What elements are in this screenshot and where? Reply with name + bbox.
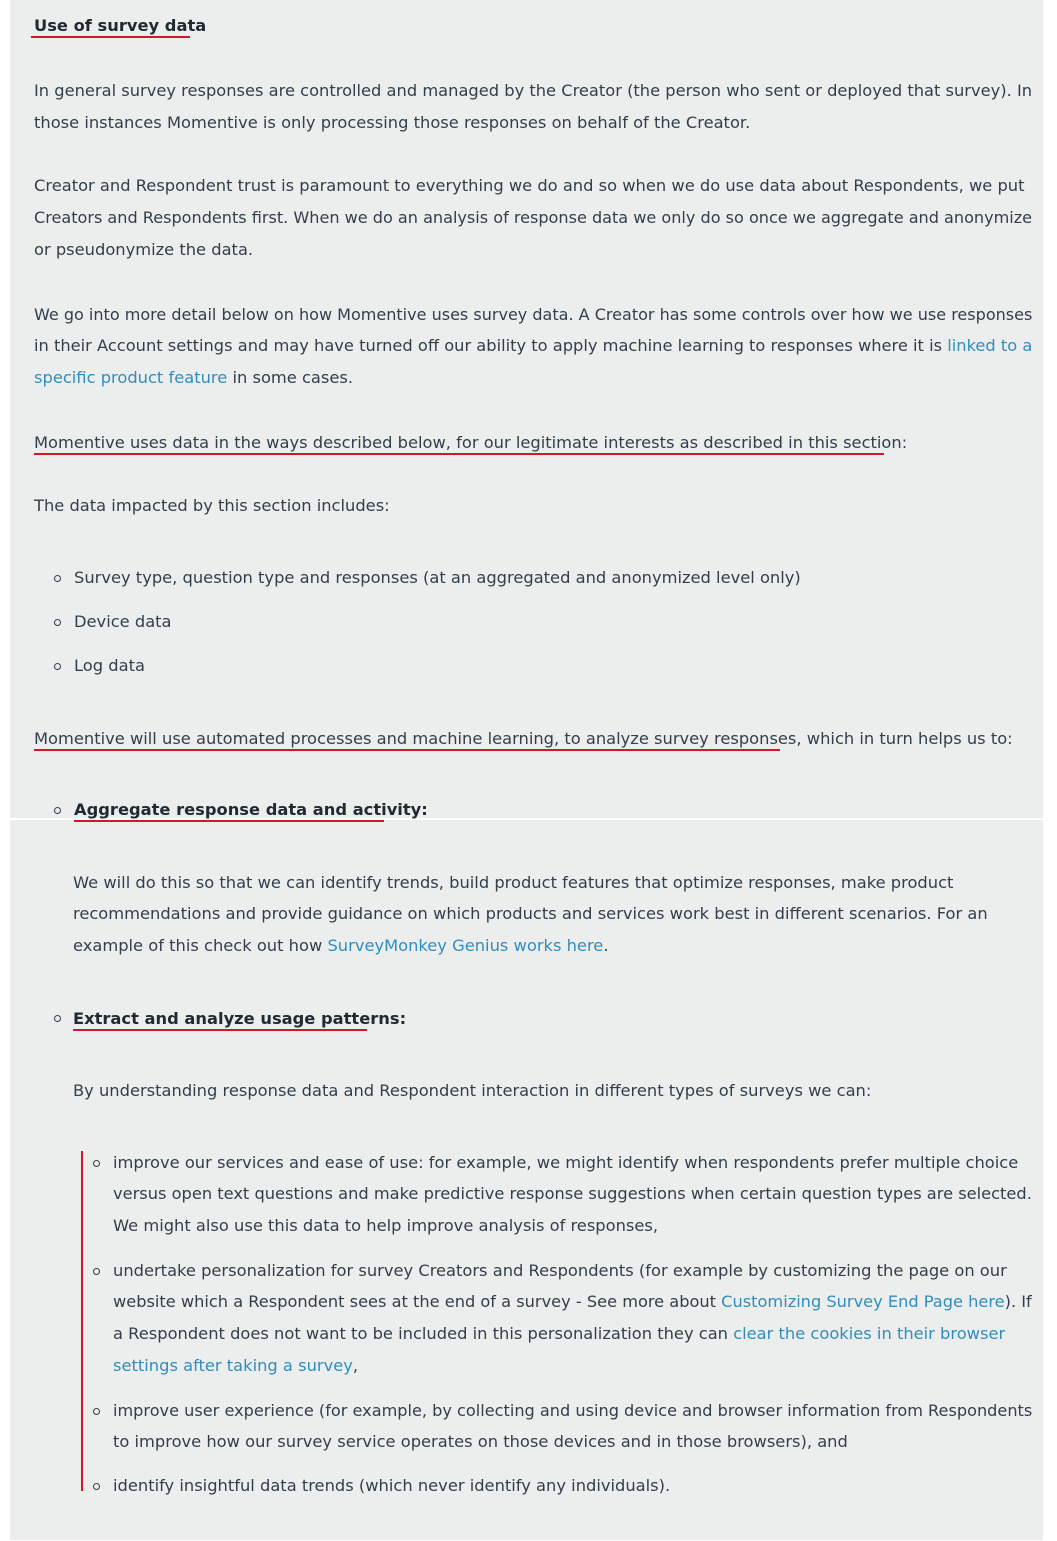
- bullet-icon: [54, 807, 61, 814]
- nested-list-marker-line: [81, 1151, 83, 1491]
- improve-services-line-1: improve our services and ease of use: for example, we might identify when respondents prefer multiple choice: [113, 1153, 1019, 1172]
- personalization-line-3-text: a Respondent does not want to be included in this personalization they can: [113, 1324, 734, 1343]
- impacted-item-3: Log data: [74, 656, 145, 675]
- automated-processes-rest: which in turn helps us to:: [801, 729, 1013, 748]
- bullet-icon: [54, 575, 61, 582]
- clear-cookies-link[interactable]: clear the cookies in their browser: [733, 1324, 1006, 1343]
- aggregate-line-3-end: .: [603, 936, 609, 955]
- detail-line-2-text: in their Account settings and may have turned off our ability to apply machine learning to responses where it is: [34, 336, 948, 355]
- detail-line-2: [34, 330, 1032, 362]
- automated-processes-underlined: Momentive will use automated processes and machine learning, to analyze survey responses,: [34, 729, 802, 748]
- bullet-icon: [93, 1160, 100, 1167]
- bullet-icon: [54, 663, 61, 670]
- data-impacted-intro: The data impacted by this section includes:: [34, 496, 390, 515]
- bullet-icon: [93, 1408, 100, 1415]
- improve-services-line-2: versus open text questions and make predictive response suggestions when certain question types are selected.: [113, 1184, 1032, 1203]
- product-feature-link-cont[interactable]: specific product feature: [34, 368, 228, 387]
- bullet-icon: [93, 1268, 100, 1275]
- aggregate-heading-underline: [74, 820, 384, 822]
- bullet-icon: [54, 619, 61, 626]
- impacted-item-2: Device data: [74, 612, 172, 631]
- trust-line-1: Creator and Respondent trust is paramount to everything we do and so when we do use data about Respondents, we put: [34, 176, 1025, 195]
- aggregate-line-3: [73, 930, 609, 962]
- title-underline: [31, 36, 190, 38]
- aggregate-line-2: recommendations and provide guidance on which products and services work best in different scenarios. For an: [73, 904, 988, 923]
- product-feature-link[interactable]: linked to a: [947, 336, 1033, 355]
- personalization-line-2-text: website which a Respondent sees at the end of a survey - See more about: [113, 1292, 722, 1311]
- detail-line-3: [34, 362, 353, 394]
- section-title: Use of survey data: [34, 16, 207, 35]
- user-experience-line-2: to improve how our survey service operates on those devices and in those browsers), and: [113, 1432, 848, 1451]
- bullet-icon: [93, 1483, 100, 1490]
- personalization-line-4-end: ,: [352, 1356, 359, 1375]
- user-experience-line-1: improve user experience (for example, by collecting and using device and browser information from Respondents: [113, 1401, 1033, 1420]
- improve-services-line-3: We might also use this data to help improve analysis of responses,: [113, 1216, 659, 1235]
- personalization-line-4: [113, 1350, 358, 1382]
- intro-line-1: In general survey responses are controlled and managed by the Creator (the person who sent or deployed that survey). In: [34, 81, 1033, 100]
- extract-heading: Extract and analyze usage patterns:: [73, 1009, 407, 1028]
- bullet-icon: [54, 1015, 61, 1022]
- trust-line-2: Creators and Respondents first. When we do an analysis of response data we only do so once we aggregate and anonymize: [34, 208, 1033, 227]
- detail-line-1: We go into more detail below on how Momentive uses survey data. A Creator has some controls over how we use responses: [34, 305, 1033, 324]
- automated-processes-underline: [34, 749, 780, 751]
- data-trends-item: identify insightful data trends (which never identify any individuals).: [113, 1476, 671, 1495]
- intro-line-2: those instances Momentive is only processing those responses on behalf of the Creator.: [34, 113, 751, 132]
- legitimate-interests-underline: [34, 453, 884, 455]
- customizing-end-page-link[interactable]: Customizing Survey End Page here: [721, 1292, 1005, 1311]
- aggregate-line-3-text: example of this check out how: [73, 936, 328, 955]
- personalization-line-3: [113, 1318, 1005, 1350]
- personalization-line-2: [113, 1286, 1032, 1318]
- aggregate-heading: Aggregate response data and activity:: [74, 800, 428, 819]
- extract-intro: By understanding response data and Respondent interaction in different types of surveys we can:: [73, 1081, 872, 1100]
- detail-line-3-text: in some cases.: [227, 368, 354, 387]
- personalization-line-2-end: ). If: [1004, 1292, 1032, 1311]
- personalization-line-1: undertake personalization for survey Creators and Respondents (for example by customizing the page on our: [113, 1261, 1007, 1280]
- legitimate-interests-text: Momentive uses data in the ways described below, for our legitimate interests as described in this section:: [34, 433, 908, 452]
- clear-cookies-link-cont[interactable]: settings after taking a survey: [113, 1356, 353, 1375]
- surveymonkey-genius-link[interactable]: SurveyMonkey Genius works here: [327, 936, 604, 955]
- aggregate-line-1: We will do this so that we can identify trends, build product features that optimize responses, make product: [73, 873, 954, 892]
- trust-line-3: or pseudonymize the data.: [34, 240, 254, 259]
- extract-heading-underline: [73, 1029, 367, 1031]
- impacted-item-1: Survey type, question type and responses (at an aggregated and anonymized level only): [74, 568, 801, 587]
